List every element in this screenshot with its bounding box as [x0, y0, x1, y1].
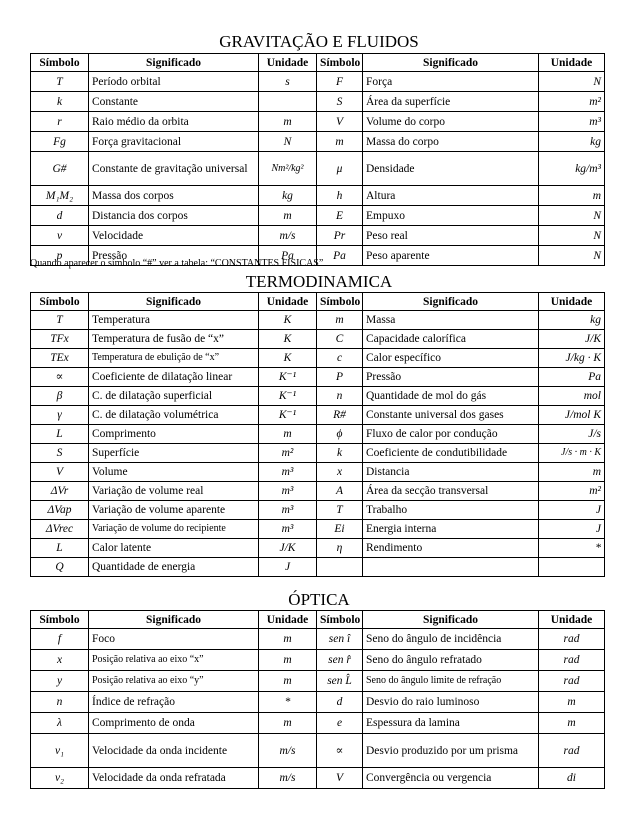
- symbol-cell: sen L̂: [317, 671, 363, 692]
- table-row: [31, 206, 605, 226]
- meaning-cell: Coeficiente de dilatação linear: [89, 368, 259, 387]
- meaning-cell: Seno do ângulo de incidência: [363, 629, 539, 650]
- meaning-cell: Convergência ou vergencia: [363, 768, 539, 789]
- unit-cell: J/K: [539, 330, 605, 349]
- unit-cell: m/s: [259, 768, 317, 789]
- meaning-cell: Distancia: [363, 463, 539, 482]
- symbol-cell: μ: [317, 152, 363, 186]
- meaning-cell: Capacidade calorífica: [363, 330, 539, 349]
- symbol-cell: m: [317, 311, 363, 330]
- header-symbol: Símbolo: [31, 611, 89, 629]
- symbol-cell: m: [317, 132, 363, 152]
- meaning-cell: Quantidade de energia: [89, 558, 259, 577]
- meaning-cell: Temperatura de fusão de “x”: [89, 330, 259, 349]
- meaning-cell: Área da secção transversal: [363, 482, 539, 501]
- table-row: [31, 72, 605, 92]
- meaning-cell: Espessura da lamina: [363, 713, 539, 734]
- symbol-cell: ΔVrec: [31, 520, 89, 539]
- meaning-cell: Velocidade da onda refratada: [89, 768, 259, 789]
- table-row: [31, 406, 605, 425]
- symbol-cell: η: [317, 539, 363, 558]
- symbol-cell: d: [317, 692, 363, 713]
- symbol-cell: L: [31, 539, 89, 558]
- unit-cell: m: [259, 713, 317, 734]
- meaning-cell: Variação de volume real: [89, 482, 259, 501]
- symbol-cell: k: [317, 444, 363, 463]
- unit-cell: m: [539, 463, 605, 482]
- symbol-cell: k: [31, 92, 89, 112]
- meaning-cell: Temperatura de ebulição de “x”: [89, 349, 259, 368]
- unit-cell: J/mol K: [539, 406, 605, 425]
- meaning-cell: Coeficiente de condutibilidade: [363, 444, 539, 463]
- meaning-cell: Volume do corpo: [363, 112, 539, 132]
- table-row: [31, 650, 605, 671]
- unit-cell: Pa: [539, 368, 605, 387]
- unit-cell: Nm²/kg²: [259, 152, 317, 186]
- meaning-cell: Comprimento: [89, 425, 259, 444]
- meaning-cell: Comprimento de onda: [89, 713, 259, 734]
- table-row: [31, 226, 605, 246]
- unit-cell: kg/m³: [539, 152, 605, 186]
- section-title-gravity: GRAVITAÇÃO E FLUIDOS: [219, 32, 419, 51]
- unit-cell: N: [539, 246, 605, 266]
- unit-cell: K⁻¹: [259, 406, 317, 425]
- symbol-cell: ∝: [31, 368, 89, 387]
- symbol-cell: β: [31, 387, 89, 406]
- unit-cell: m³: [259, 520, 317, 539]
- symbol-cell: V: [31, 463, 89, 482]
- unit-cell: m: [539, 692, 605, 713]
- symbol-cell: T: [31, 311, 89, 330]
- header-unit: Unidade: [539, 293, 605, 311]
- meaning-cell: Calor específico: [363, 349, 539, 368]
- meaning-cell: Força: [363, 72, 539, 92]
- header-unit: Unidade: [259, 54, 317, 72]
- unit-cell: *: [539, 539, 605, 558]
- unit-cell: J: [539, 520, 605, 539]
- meaning-cell: Densidade: [363, 152, 539, 186]
- symbol-cell: λ: [31, 713, 89, 734]
- symbol-cell: C: [317, 330, 363, 349]
- symbol-cell: sen r̂: [317, 650, 363, 671]
- symbol-cell: T: [31, 72, 89, 92]
- header-meaning: Significado: [363, 611, 539, 629]
- table-row: [31, 330, 605, 349]
- unit-cell: [539, 558, 605, 577]
- gravity-table: [30, 53, 605, 266]
- symbol-cell: M₁M₂: [31, 186, 89, 206]
- header-meaning: Significado: [363, 54, 539, 72]
- header-meaning: Significado: [89, 293, 259, 311]
- meaning-cell: Massa dos corpos: [89, 186, 259, 206]
- constants-note: Quando aparecer o símbolo “#” ver a tabela: “CONSTANTES FISICAS”: [30, 258, 324, 269]
- header-unit: Unidade: [259, 611, 317, 629]
- header-unit: Unidade: [539, 611, 605, 629]
- meaning-cell: Altura: [363, 186, 539, 206]
- table-header-row: [31, 611, 605, 629]
- unit-cell: m: [259, 650, 317, 671]
- table-row: [31, 186, 605, 206]
- symbol-cell: sen î: [317, 629, 363, 650]
- meaning-cell: Área da superfície: [363, 92, 539, 112]
- header-symbol: Símbolo: [317, 293, 363, 311]
- symbol-cell: R#: [317, 406, 363, 425]
- meaning-cell: Constante de gravitação universal: [89, 152, 259, 186]
- symbol-cell: x: [317, 463, 363, 482]
- meaning-cell: Temperatura: [89, 311, 259, 330]
- header-meaning: Significado: [363, 293, 539, 311]
- symbol-cell: v₂: [31, 768, 89, 789]
- table-row: [31, 482, 605, 501]
- table-row: [31, 425, 605, 444]
- symbol-cell: ϕ: [317, 425, 363, 444]
- meaning-cell: Constante universal dos gases: [363, 406, 539, 425]
- meaning-cell: Variação de volume aparente: [89, 501, 259, 520]
- header-meaning: Significado: [89, 54, 259, 72]
- table-row: [31, 713, 605, 734]
- section-title-optics: ÓPTICA: [288, 590, 350, 609]
- symbol-cell: h: [317, 186, 363, 206]
- unit-cell: rad: [539, 629, 605, 650]
- unit-cell: rad: [539, 671, 605, 692]
- unit-cell: K: [259, 311, 317, 330]
- meaning-cell: Massa: [363, 311, 539, 330]
- symbol-cell: y: [31, 671, 89, 692]
- symbol-cell: L: [31, 425, 89, 444]
- header-unit: Unidade: [259, 293, 317, 311]
- table-header-row: [31, 54, 605, 72]
- meaning-cell: Raio médio da orbita: [89, 112, 259, 132]
- unit-cell: m³: [259, 463, 317, 482]
- meaning-cell: Energia interna: [363, 520, 539, 539]
- unit-cell: N: [539, 206, 605, 226]
- symbol-cell: ΔVap: [31, 501, 89, 520]
- symbol-cell: [317, 558, 363, 577]
- unit-cell: J/s: [539, 425, 605, 444]
- meaning-cell: Superfície: [89, 444, 259, 463]
- symbol-cell: n: [31, 692, 89, 713]
- meaning-cell: Fluxo de calor por condução: [363, 425, 539, 444]
- unit-cell: J: [259, 558, 317, 577]
- unit-cell: N: [259, 132, 317, 152]
- symbol-cell: TFx: [31, 330, 89, 349]
- unit-cell: kg: [539, 311, 605, 330]
- unit-cell: rad: [539, 734, 605, 768]
- table-row: [31, 444, 605, 463]
- unit-cell: m: [259, 112, 317, 132]
- unit-cell: m: [539, 713, 605, 734]
- table-row: [31, 387, 605, 406]
- table-row: [31, 671, 605, 692]
- symbol-cell: V: [317, 768, 363, 789]
- unit-cell: m²: [539, 92, 605, 112]
- unit-cell: J/K: [259, 539, 317, 558]
- unit-cell: rad: [539, 650, 605, 671]
- meaning-cell: Posição relativa ao eixo “y”: [89, 671, 259, 692]
- unit-cell: kg: [539, 132, 605, 152]
- meaning-cell: Massa do corpo: [363, 132, 539, 152]
- symbol-cell: E: [317, 206, 363, 226]
- symbol-cell: f: [31, 629, 89, 650]
- table-row: [31, 152, 605, 186]
- symbol-cell: γ: [31, 406, 89, 425]
- meaning-cell: Posição relativa ao eixo “x”: [89, 650, 259, 671]
- meaning-cell: Calor latente: [89, 539, 259, 558]
- table-row: [31, 311, 605, 330]
- header-meaning: Significado: [89, 611, 259, 629]
- unit-cell: m: [259, 206, 317, 226]
- symbol-cell: TEx: [31, 349, 89, 368]
- unit-cell: K: [259, 330, 317, 349]
- thermo-table: [30, 292, 605, 577]
- meaning-cell: C. de dilatação superficial: [89, 387, 259, 406]
- unit-cell: m³: [259, 482, 317, 501]
- meaning-cell: Distancia dos corpos: [89, 206, 259, 226]
- table-row: [31, 349, 605, 368]
- meaning-cell: Constante: [89, 92, 259, 112]
- symbol-cell: x: [31, 650, 89, 671]
- meaning-cell: Velocidade: [89, 226, 259, 246]
- symbol-cell: ∝: [317, 734, 363, 768]
- unit-cell: Pa: [259, 246, 317, 266]
- symbol-cell: S: [317, 92, 363, 112]
- table-row: [31, 629, 605, 650]
- unit-cell: m²: [259, 444, 317, 463]
- meaning-cell: Variação de volume do recipiente: [89, 520, 259, 539]
- table-row: [31, 692, 605, 713]
- symbol-cell: F: [317, 72, 363, 92]
- unit-cell: N: [539, 226, 605, 246]
- symbol-cell: v₁: [31, 734, 89, 768]
- table-row: [31, 520, 605, 539]
- header-symbol: Símbolo: [317, 611, 363, 629]
- symbol-cell: Fg: [31, 132, 89, 152]
- table-row: [31, 132, 605, 152]
- meaning-cell: Empuxo: [363, 206, 539, 226]
- header-unit: Unidade: [539, 54, 605, 72]
- unit-cell: m: [539, 186, 605, 206]
- meaning-cell: Peso real: [363, 226, 539, 246]
- unit-cell: m²: [539, 482, 605, 501]
- meaning-cell: Rendimento: [363, 539, 539, 558]
- meaning-cell: Pressão: [363, 368, 539, 387]
- table-row: [31, 463, 605, 482]
- section-title-thermo: TERMODINAMICA: [245, 272, 393, 291]
- unit-cell: di: [539, 768, 605, 789]
- table-header-row: [31, 293, 605, 311]
- meaning-cell: Pressão: [89, 246, 259, 266]
- unit-cell: J/kg · K: [539, 349, 605, 368]
- meaning-cell: Volume: [89, 463, 259, 482]
- symbol-cell: S: [31, 444, 89, 463]
- unit-cell: K⁻¹: [259, 387, 317, 406]
- header-symbol: Símbolo: [317, 54, 363, 72]
- symbol-cell: e: [317, 713, 363, 734]
- unit-cell: m³: [539, 112, 605, 132]
- symbol-cell: P: [317, 368, 363, 387]
- unit-cell: mol: [539, 387, 605, 406]
- header-symbol: Símbolo: [31, 54, 89, 72]
- meaning-cell: Período orbital: [89, 72, 259, 92]
- table-row: [31, 558, 605, 577]
- table-row: [31, 112, 605, 132]
- table-row: [31, 539, 605, 558]
- symbol-cell: c: [317, 349, 363, 368]
- meaning-cell: Trabalho: [363, 501, 539, 520]
- symbol-cell: Pr: [317, 226, 363, 246]
- unit-cell: m: [259, 425, 317, 444]
- symbol-cell: Q: [31, 558, 89, 577]
- meaning-cell: Índice de refração: [89, 692, 259, 713]
- table-row: [31, 92, 605, 112]
- symbol-cell: d: [31, 206, 89, 226]
- unit-cell: K: [259, 349, 317, 368]
- meaning-cell: Velocidade da onda incidente: [89, 734, 259, 768]
- symbol-cell: v: [31, 226, 89, 246]
- meaning-cell: C. de dilatação volumétrica: [89, 406, 259, 425]
- symbol-cell: V: [317, 112, 363, 132]
- unit-cell: [259, 92, 317, 112]
- unit-cell: m/s: [259, 734, 317, 768]
- unit-cell: s: [259, 72, 317, 92]
- symbol-cell: r: [31, 112, 89, 132]
- unit-cell: *: [259, 692, 317, 713]
- symbol-cell: ΔVr: [31, 482, 89, 501]
- meaning-cell: Força gravitacional: [89, 132, 259, 152]
- unit-cell: J: [539, 501, 605, 520]
- table-row: [31, 368, 605, 387]
- unit-cell: m: [259, 629, 317, 650]
- symbol-cell: Ei: [317, 520, 363, 539]
- unit-cell: m/s: [259, 226, 317, 246]
- meaning-cell: Quantidade de mol do gás: [363, 387, 539, 406]
- unit-cell: m: [259, 671, 317, 692]
- unit-cell: J/s · m · K: [539, 444, 605, 463]
- symbol-cell: p: [31, 246, 89, 266]
- unit-cell: m³: [259, 501, 317, 520]
- symbol-cell: T: [317, 501, 363, 520]
- table-row: [31, 768, 605, 789]
- meaning-cell: Seno do ângulo refratado: [363, 650, 539, 671]
- unit-cell: N: [539, 72, 605, 92]
- meaning-cell: Desvio produzido por um prisma: [363, 734, 539, 768]
- symbol-cell: A: [317, 482, 363, 501]
- symbol-cell: n: [317, 387, 363, 406]
- table-row: [31, 501, 605, 520]
- symbol-cell: Pa: [317, 246, 363, 266]
- unit-cell: K⁻¹: [259, 368, 317, 387]
- meaning-cell: Desvio do raio luminoso: [363, 692, 539, 713]
- meaning-cell: [363, 558, 539, 577]
- header-symbol: Símbolo: [31, 293, 89, 311]
- unit-cell: kg: [259, 186, 317, 206]
- meaning-cell: Peso aparente: [363, 246, 539, 266]
- table-row: [31, 734, 605, 768]
- meaning-cell: Foco: [89, 629, 259, 650]
- optics-table: [30, 610, 605, 789]
- symbol-cell: G#: [31, 152, 89, 186]
- meaning-cell: Seno do ângulo limite de refração: [363, 671, 539, 692]
